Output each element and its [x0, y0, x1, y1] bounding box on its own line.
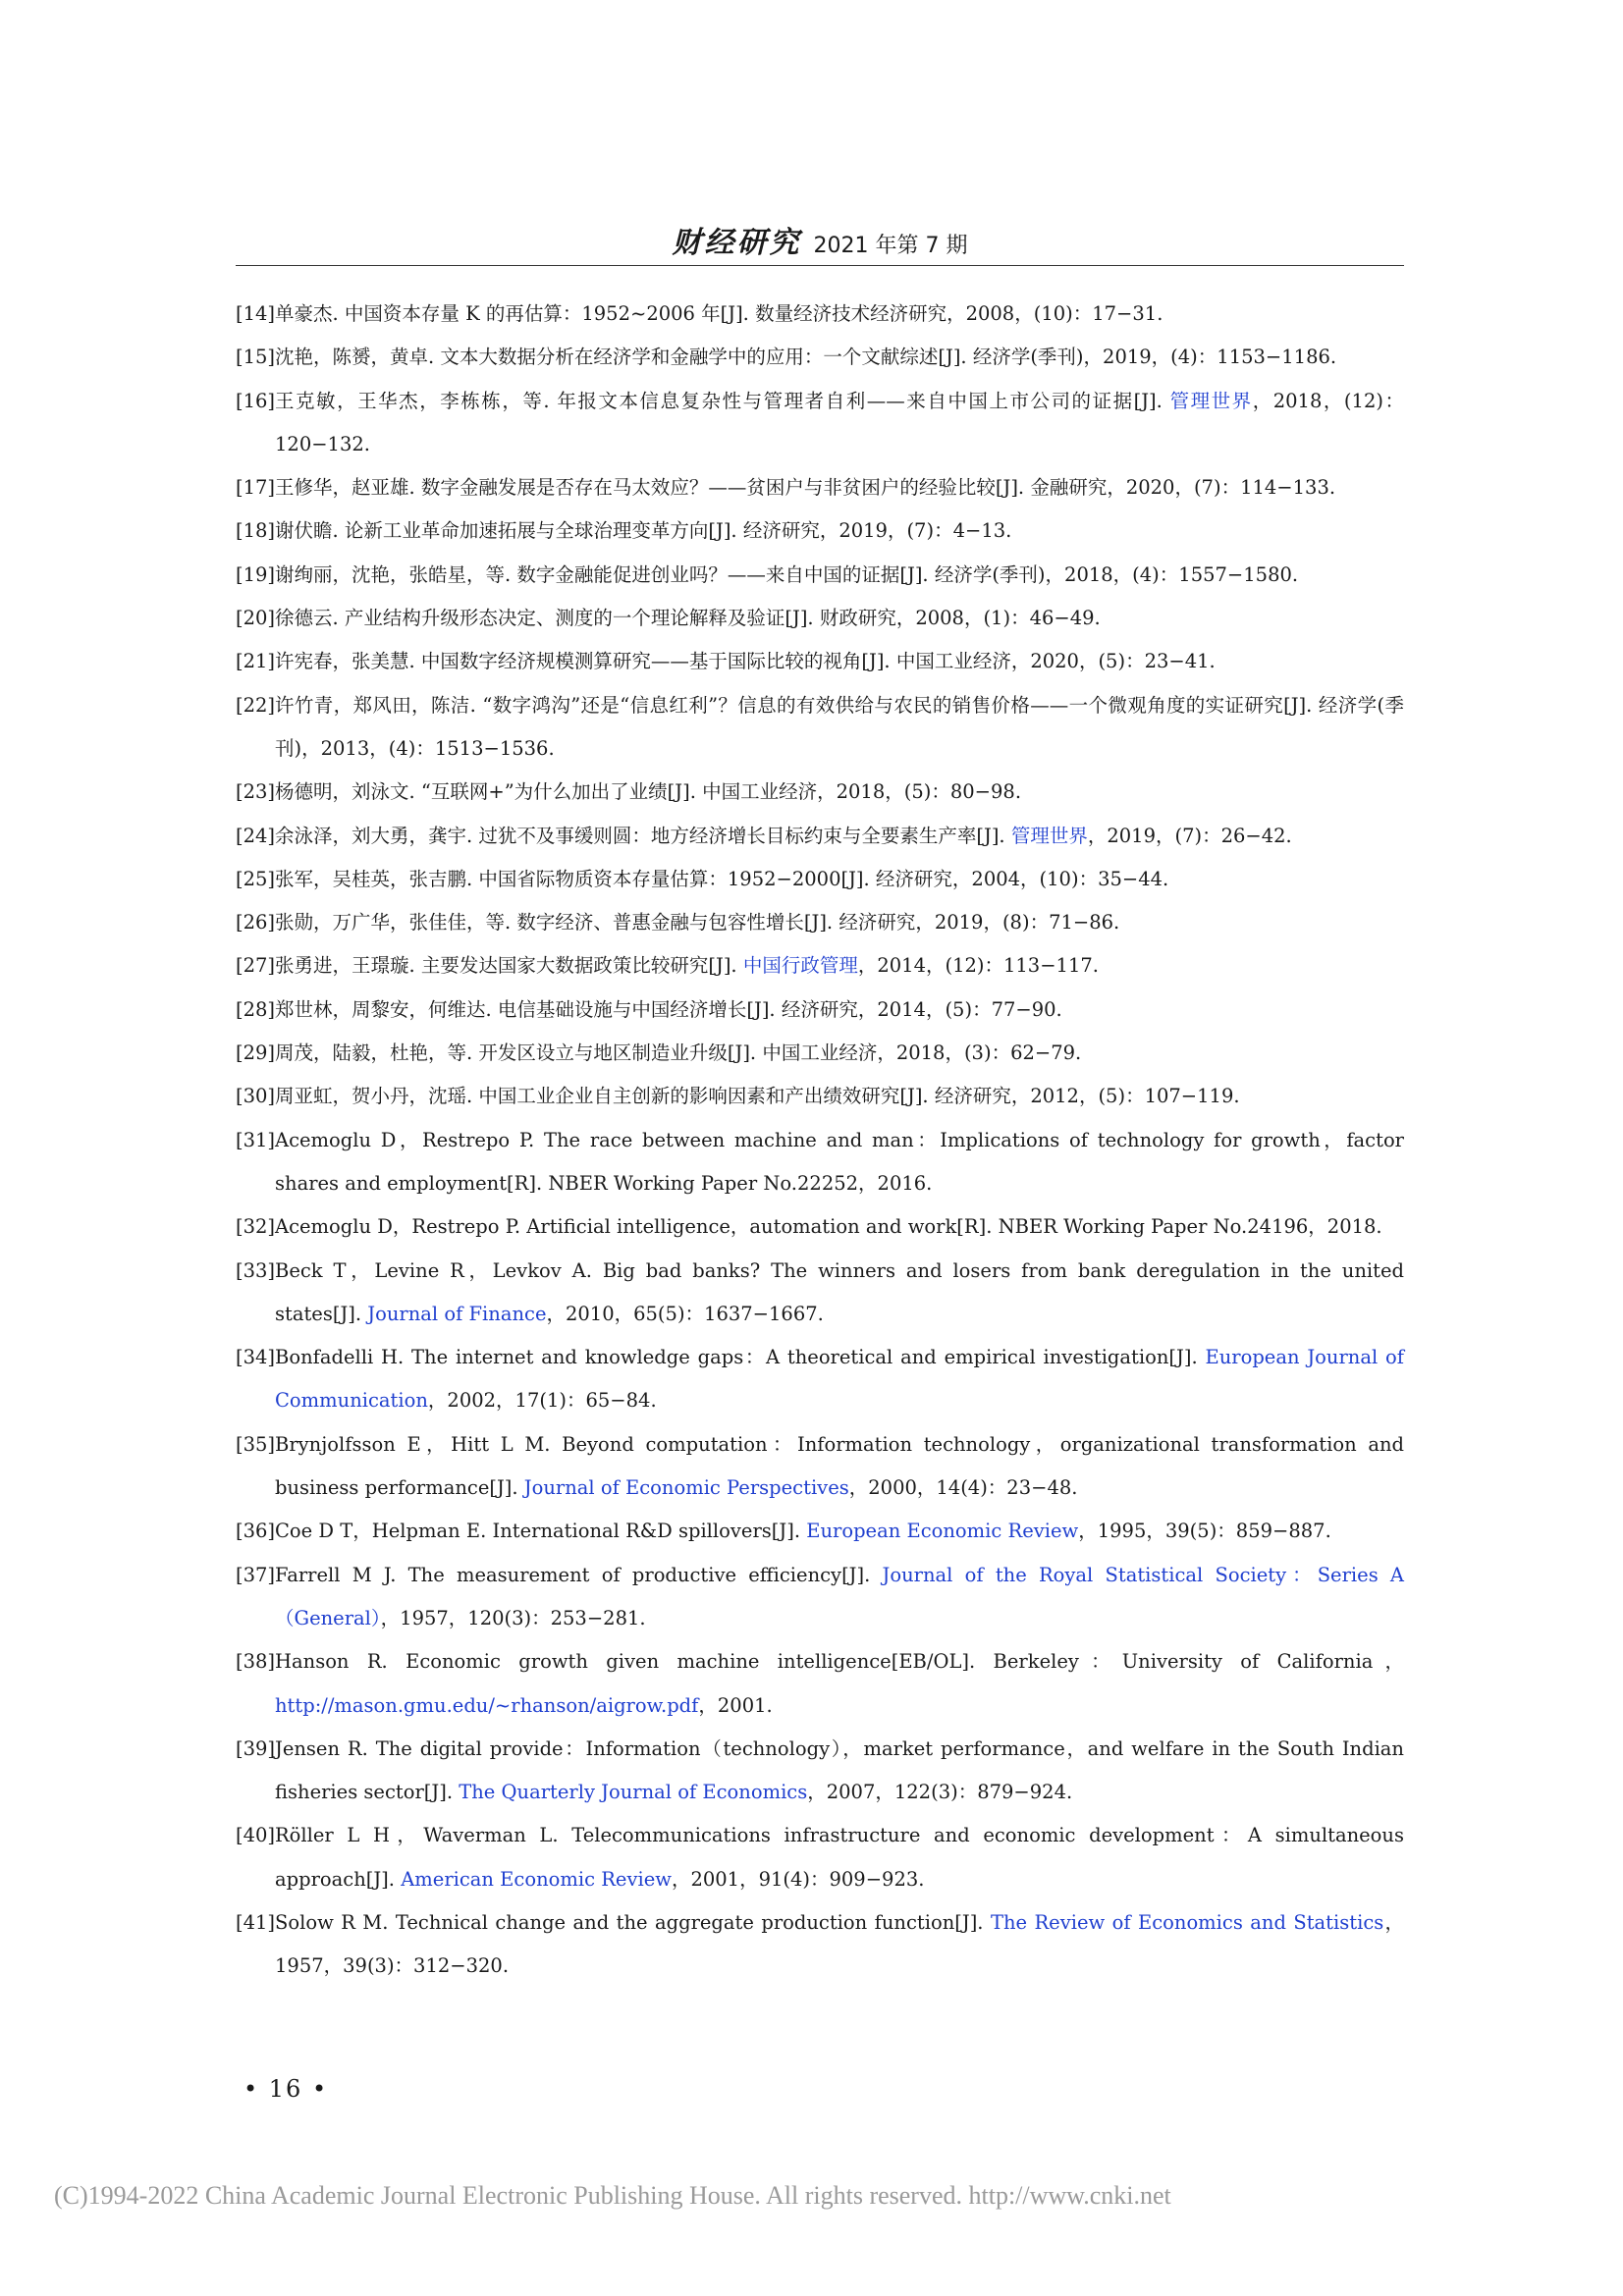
reference-item — [236, 1814, 1404, 1901]
reference-link[interactable]: 管理世界 — [1169, 389, 1253, 412]
reference-item — [236, 771, 1404, 814]
reference-number: [39] — [236, 1736, 276, 1760]
reference-number: [34] — [236, 1346, 276, 1369]
reference-item — [236, 1510, 1404, 1553]
reference-text: 许宪春，张美慧. 中国数字经济规模测算研究——基于国际比较的视角[J]. 中国工业经济，2020，(5)：23−41. — [275, 650, 1216, 673]
reference-number: [33] — [236, 1258, 276, 1282]
reference-text: 余泳泽，刘大勇，龚宇. 过犹不及事缓则圆：地方经济增长目标约束与全要素生产率[J]. — [275, 824, 1011, 847]
reference-link[interactable]: American Economic Review — [401, 1867, 672, 1891]
reference-text: 周亚虹，贺小丹，沈瑶. 中国工业企业自主创新的影响因素和产出绩效研究[J]. 经济研究，2012，(5)：107−119. — [275, 1085, 1240, 1108]
reference-text: ，1957，39(3)：312−320. — [275, 1910, 1404, 1978]
reference-number: [37] — [236, 1563, 276, 1586]
reference-item — [236, 554, 1404, 597]
reference-number: [31] — [236, 1128, 276, 1151]
reference-number: [17] — [236, 476, 276, 500]
reference-text: Brynjolfsson E，Hitt L M. Beyond computation：Information technology，organizational transformation and business performance[J]. — [275, 1432, 1404, 1500]
reference-list — [236, 293, 1404, 1989]
reference-text: 谢伏瞻. 论新工业革命加速拓展与全球治理变革方向[J]. 经济研究，2019，(7)：4−13. — [275, 519, 1012, 543]
reference-text: 谢绚丽，沈艳，张皓星，等. 数字金融能促进创业吗？——来自中国的证据[J]. 经济学(季刊)，2018，(4)：1557−1580. — [275, 562, 1299, 586]
reference-text: Jensen R. The digital provide：Information（technology），market performance，and welfare in the South Indian fisheries sector[J]. — [275, 1736, 1404, 1804]
reference-item — [236, 944, 1404, 988]
reference-number: [22] — [236, 693, 276, 717]
reference-text: 张勇进，王璟璇. 主要发达国家大数据政策比较研究[J]. — [275, 954, 743, 978]
reference-item — [236, 858, 1404, 901]
reference-number: [16] — [236, 389, 276, 412]
page-number: • 16 • — [243, 2075, 329, 2103]
reference-item — [236, 815, 1404, 858]
reference-number: [28] — [236, 997, 276, 1021]
reference-text: ，1957，120(3)：253−281. — [380, 1606, 646, 1629]
reference-number: [15] — [236, 346, 276, 369]
reference-number: [27] — [236, 954, 276, 978]
reference-text: ，2000，14(4)：23−48. — [848, 1476, 1078, 1500]
reference-text: ，2002，17(1)：65−84. — [427, 1389, 657, 1413]
reference-text: Coe D T，Helpman E. International R&D spillovers[J]. — [275, 1520, 807, 1543]
reference-link[interactable]: Journal of Economic Perspectives — [523, 1476, 849, 1500]
reference-item — [236, 293, 1404, 336]
reference-link[interactable]: The Review of Economics and Statistics — [990, 1910, 1384, 1934]
reference-item — [236, 597, 1404, 640]
reference-number: [41] — [236, 1910, 276, 1934]
reference-text: 许竹青，郑风田，陈洁. “数字鸿沟”还是“信息红利”？信息的有效供给与农民的销售价格——一个微观角度的实证研究[J]. 经济学(季刊)，2013，(4)：1513−1536. — [275, 693, 1404, 760]
reference-text: 杨德明，刘泳文. “互联网+”为什么加出了业绩[J]. 中国工业经济，2018，(5)：80−98. — [275, 780, 1022, 804]
reference-text: ，2014，(12)：113−117. — [857, 954, 1099, 978]
reference-number: [20] — [236, 607, 276, 630]
reference-text: Hanson R. Economic growth given machine intelligence[EB/OL]. Berkeley：University of California， — [275, 1650, 1404, 1674]
reference-text: 徐德云. 产业结构升级形态决定、测度的一个理论解释及验证[J]. 财政研究，2008，(1)：46−49. — [275, 607, 1101, 630]
reference-item — [236, 988, 1404, 1032]
reference-text: Solow R M. Technical change and the aggregate production function[J]. — [275, 1910, 991, 1934]
reference-item — [236, 509, 1404, 553]
reference-item — [236, 901, 1404, 944]
reference-number: [40] — [236, 1824, 276, 1847]
reference-item — [236, 1423, 1404, 1511]
reference-number: [25] — [236, 867, 276, 890]
reference-item — [236, 1336, 1404, 1423]
reference-number: [35] — [236, 1432, 276, 1456]
reference-link[interactable]: European Economic Review — [806, 1520, 1079, 1543]
reference-number: [38] — [236, 1650, 276, 1674]
reference-link[interactable]: 管理世界 — [1010, 824, 1088, 847]
reference-item — [236, 1250, 1404, 1337]
reference-number: [23] — [236, 780, 276, 804]
issue-label: 2021 年第 7 期 — [813, 234, 968, 258]
reference-item — [236, 466, 1404, 509]
reference-text: 张军，吴桂英，张吉鹏. 中国省际物质资本存量估算：1952−2000[J]. 经济研究，2004，(10)：35−44. — [275, 867, 1169, 890]
reference-text: ，2018，(12)：120−132. — [275, 389, 1404, 455]
reference-link[interactable]: Journal of the Royal Statistical Society：Series A（General） — [275, 1563, 1405, 1629]
reference-number: [14] — [236, 302, 276, 325]
running-header — [236, 218, 1404, 266]
reference-number: [30] — [236, 1085, 276, 1108]
reference-link[interactable]: http://mason.gmu.edu/~rhanson/aigrow.pdf — [275, 1693, 699, 1717]
reference-text: 郑世林，周黎安，何维达. 电信基础设施与中国经济增长[J]. 经济研究，2014，(5)：77−90. — [275, 997, 1062, 1021]
reference-item — [236, 1119, 1404, 1206]
reference-item — [236, 684, 1404, 772]
reference-item — [236, 1205, 1404, 1249]
reference-text: Röller L H，Waverman L. Telecommunications infrastructure and economic development：A simultaneous approach[J]. — [275, 1824, 1404, 1891]
reference-item — [236, 1728, 1404, 1815]
reference-number: [36] — [236, 1520, 276, 1543]
reference-text: 张勋，万广华，张佳佳，等. 数字经济、普惠金融与包容性增长[J]. 经济研究，2019，(8)：71−86. — [275, 911, 1120, 934]
reference-number: [21] — [236, 650, 276, 673]
reference-item — [236, 380, 1404, 467]
copyright-footer: (C)1994-2022 China Academic Journal Electronic Publishing House. All rights reserved. http://www.cnki.net — [54, 2181, 1171, 2210]
reference-text: 单豪杰. 中国资本存量 K 的再估算：1952~2006 年[J]. 数量经济技术经济研究，2008，(10)：17−31. — [275, 302, 1163, 325]
reference-text: 王克敏，王华杰，李栋栋，等. 年报文本信息复杂性与管理者自利——来自中国上市公司的证据[J]. — [275, 389, 1170, 412]
reference-item — [236, 336, 1404, 379]
reference-text: ，2001. — [698, 1693, 773, 1717]
reference-text: 王修华，赵亚雄. 数字金融发展是否存在马太效应？——贫困户与非贫困户的经验比较[J]. 金融研究，2020，(7)：114−133. — [275, 476, 1336, 500]
reference-item — [236, 1554, 1404, 1641]
reference-text: 周茂，陆毅，杜艳，等. 开发区设立与地区制造业升级[J]. 中国工业经济，2018，(3)：62−79. — [275, 1041, 1082, 1065]
reference-text: ，2007，122(3)：879−924. — [807, 1781, 1073, 1804]
reference-item — [236, 1032, 1404, 1075]
reference-text: Bonfadelli H. The internet and knowledge gaps：A theoretical and empirical investigation[J]. — [275, 1346, 1206, 1369]
reference-number: [18] — [236, 519, 276, 543]
reference-number: [29] — [236, 1041, 276, 1065]
reference-text: Farrell M J. The measurement of productive efficiency[J]. — [275, 1563, 883, 1586]
reference-text: ，2010，65(5)：1637−1667. — [546, 1302, 824, 1325]
reference-text: 沈艳，陈赟，黄卓. 文本大数据分析在经济学和金融学中的应用：一个文献综述[J]. 经济学(季刊)，2019，(4)：1153−1186. — [275, 346, 1337, 369]
reference-text: Beck T，Levine R，Levkov A. Big bad banks? The winners and losers from bank deregulation in the united states[J]. — [275, 1258, 1404, 1325]
reference-link[interactable]: 中国行政管理 — [742, 954, 858, 978]
reference-item — [236, 1640, 1404, 1728]
reference-text: ，2001，91(4)：909−923. — [671, 1867, 925, 1891]
reference-text: ，1995，39(5)：859−887. — [1078, 1520, 1331, 1543]
reference-number: [19] — [236, 562, 276, 586]
reference-link[interactable]: The Quarterly Journal of Economics — [459, 1781, 808, 1804]
reference-item — [236, 640, 1404, 683]
reference-link[interactable]: European Journal of Communication — [275, 1346, 1404, 1413]
reference-item — [236, 1901, 1404, 1989]
reference-number: [26] — [236, 911, 276, 934]
reference-link[interactable]: Journal of Finance — [367, 1302, 547, 1325]
reference-text: Acemoglu D，Restrepo P. The race between machine and man：Implications of technology for growth，factor shares and employment[R]. NBER Working Paper No.22252，2016. — [275, 1128, 1404, 1195]
reference-item — [236, 1075, 1404, 1118]
reference-number: [24] — [236, 824, 276, 847]
reference-text: Acemoglu D，Restrepo P. Artificial intelligence，automation and work[R]. NBER Working Paper No.24196，2018. — [275, 1215, 1382, 1239]
reference-number: [32] — [236, 1215, 276, 1239]
reference-text: ，2019，(7)：26−42. — [1087, 824, 1292, 847]
journal-title: 财经研究 — [672, 226, 802, 260]
